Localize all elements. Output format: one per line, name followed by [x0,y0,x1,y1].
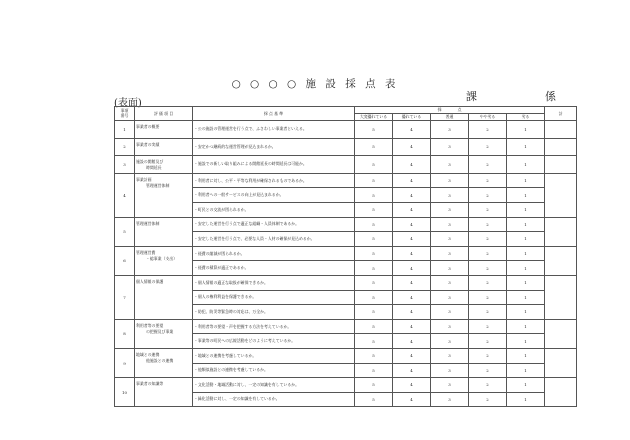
total-cell[interactable] [545,319,577,348]
score-cell[interactable]: 2 [469,261,507,276]
score-cell[interactable]: 4 [393,202,431,217]
header-criteria: 採 点 基 準 [193,107,355,121]
score-cell[interactable]: 2 [469,305,507,320]
score-cell[interactable]: 4 [393,217,431,232]
table-row [115,121,577,139]
score-cell[interactable]: 3 [431,202,469,217]
score-cell[interactable]: 3 [431,173,469,188]
score-cell[interactable]: 2 [469,188,507,203]
score-cell[interactable]: 5 [355,202,393,217]
score-cell[interactable]: 2 [469,290,507,305]
score-cell[interactable]: 4 [393,246,431,261]
criterion: ・利用者に対し、公平・平等な利用が確保されるものであるか。 [193,173,355,188]
criterion: ・事業等の町民への広報活動をどのように考えているか。 [193,334,355,349]
score-cell[interactable]: 5 [355,156,393,174]
score-cell[interactable]: 3 [431,305,469,320]
score-cell[interactable]: 1 [507,173,545,188]
score-cell[interactable]: 1 [507,121,545,139]
score-cell[interactable]: 3 [431,121,469,139]
score-cell[interactable]: 3 [431,334,469,349]
criterion: ・個人の権利利益を保護できるか。 [193,290,355,305]
header-no-line2: 番号 [120,112,129,118]
total-cell[interactable] [545,173,577,217]
criterion: ・地域との連携を考慮しているか。 [193,348,355,363]
score-cell[interactable]: 2 [469,363,507,378]
score-cell[interactable]: 1 [507,290,545,305]
item-name-line: 個人情報の保護 [136,278,164,284]
header-score-2: 点 [457,107,462,112]
criterion: ・安定かつ継続的な運営管理が見込まれるか。 [193,138,355,156]
score-cell[interactable]: 5 [355,392,393,407]
score-cell[interactable]: 5 [355,232,393,247]
score-cell[interactable]: 5 [355,290,393,305]
item-name-line: 地域との連携 [136,351,160,357]
score-cell[interactable]: 2 [469,348,507,363]
score-cell[interactable]: 1 [507,378,545,393]
criterion: ・緑化活動に対し、一定の知識を有しているか。 [193,392,355,407]
department-ka: 課 [466,90,477,103]
item-name-line: 管理運営体制 [136,220,160,226]
item-number: 10 [115,378,135,407]
item-name [135,319,193,348]
score-cell[interactable]: 2 [469,121,507,139]
item-name [135,275,193,319]
item-name-line: 管理運営体制 [146,182,170,188]
item-name-line: の把握及び事業 [146,328,174,334]
item-name-line: 時間延長 [146,165,162,171]
score-cell[interactable]: 3 [431,348,469,363]
score-cell[interactable]: 4 [393,305,431,320]
item-name [135,217,193,246]
score-cell[interactable]: 3 [431,275,469,290]
score-cell[interactable]: 5 [355,188,393,203]
table-row [115,246,577,261]
criterion: ・経費の積算が適正であるか。 [193,261,355,276]
header-no-line1: 事項 [120,108,129,113]
score-cell[interactable]: 1 [507,348,545,363]
total-cell[interactable] [545,121,577,139]
header-score-1: 採 [437,107,442,112]
score-cell[interactable]: 3 [431,246,469,261]
table-row [115,348,577,363]
item-name-line: 事業者の実績 [136,141,160,147]
score-cell[interactable]: 3 [431,378,469,393]
score-cell[interactable]: 1 [507,156,545,174]
score-cell[interactable]: 4 [393,121,431,139]
criterion: ・安定した運営を行う点で適正な組織・人員体制であるか。 [193,217,355,232]
item-name [135,156,193,174]
criterion: ・利用者等の要望・声を把握する方法を考えているか。 [193,319,355,334]
criterion: ・個人情報の適正な取扱が確保できるか。 [193,275,355,290]
total-cell[interactable] [545,217,577,246]
score-cell[interactable]: 4 [393,334,431,349]
item-number: 1 [115,121,135,139]
score-cell[interactable]: 5 [355,246,393,261]
total-cell[interactable] [545,246,577,275]
header-no [115,107,135,121]
table-row [115,217,577,232]
score-cell[interactable]: 1 [507,246,545,261]
item-name-line: 事業者の概要 [136,124,160,129]
item-number: 6 [115,246,135,275]
criterion: ・文化活動・地域活動に対し、一定の知識を有しているか。 [193,378,355,393]
score-cell[interactable]: 4 [393,348,431,363]
score-cell[interactable]: 3 [431,188,469,203]
score-cell[interactable]: 5 [355,275,393,290]
score-cell[interactable]: 5 [355,261,393,276]
score-cell[interactable]: 4 [393,319,431,334]
score-cell[interactable]: 1 [507,202,545,217]
score-header: やや劣る [469,114,507,121]
score-cell[interactable]: 3 [431,156,469,174]
criterion: ・経費の縮減が図られるか。 [193,246,355,261]
score-cell[interactable]: 4 [393,188,431,203]
criterion: ・防犯、防災等緊急時の対応は、万全か。 [193,305,355,320]
score-cell[interactable]: 5 [355,348,393,363]
score-cell[interactable]: 3 [431,261,469,276]
header-total: 計 [545,107,577,121]
item-name [135,138,193,156]
item-name-line: 他施設との連携 [146,357,174,363]
score-cell[interactable]: 1 [507,392,545,407]
score-cell[interactable]: 2 [469,138,507,156]
score-cell[interactable]: 3 [431,290,469,305]
criterion: ・町民との交流が図られるか。 [193,202,355,217]
header-score [355,107,545,114]
item-name-line: 施設の開館及び [136,159,164,165]
score-cell[interactable]: 2 [469,232,507,247]
table-row [115,156,577,174]
total-cell[interactable] [545,275,577,319]
score-header: 大変優れている [355,114,393,121]
score-cell[interactable]: 2 [469,217,507,232]
score-cell[interactable]: 1 [507,363,545,378]
score-cell[interactable]: 3 [431,232,469,247]
score-cell[interactable]: 3 [431,363,469,378]
score-cell[interactable]: 5 [355,334,393,349]
score-cell[interactable]: 2 [469,334,507,349]
criterion: ・利用者への一般サービスの向上が見込まれるか。 [193,188,355,203]
item-name-line: 事業者の知識等 [136,381,164,387]
item-name [135,246,193,275]
table-row [115,378,577,393]
score-cell[interactable]: 2 [469,319,507,334]
score-cell[interactable]: 2 [469,156,507,174]
score-cell[interactable]: 4 [393,378,431,393]
table-row [115,319,577,334]
item-number: 4 [115,173,135,217]
criterion: ・安定した運営を行う点で、必要な人員・人材の確保が見込めるか。 [193,232,355,247]
total-cell[interactable] [545,156,577,174]
table-row [115,173,577,188]
score-cell[interactable]: 5 [355,217,393,232]
side-label: (表面) [114,98,142,109]
score-cell[interactable]: 5 [355,378,393,393]
score-cell[interactable]: 3 [431,138,469,156]
score-cell[interactable]: 2 [469,202,507,217]
score-cell[interactable]: 1 [507,305,545,320]
item-name [135,121,193,139]
department-kakari: 係 [545,90,556,103]
page-title: ○ ○ ○ ○ 施 設 採 点 表 [231,78,399,90]
score-cell[interactable]: 1 [507,188,545,203]
total-cell[interactable] [545,378,577,407]
score-cell[interactable]: 2 [469,173,507,188]
header-item: 評 価 項 目 [135,107,193,121]
criterion: ・他類似施設との連携を考慮しているか。 [193,363,355,378]
item-number: 7 [115,275,135,319]
total-cell[interactable] [545,348,577,377]
score-header: 優れている [393,114,431,121]
score-cell[interactable]: 2 [469,392,507,407]
score-cell[interactable]: 1 [507,217,545,232]
item-name-line: 管理運営費 [136,249,156,255]
item-number: 5 [115,217,135,246]
item-name [135,348,193,377]
score-cell[interactable]: 5 [355,173,393,188]
score-cell[interactable]: 5 [355,319,393,334]
score-cell[interactable]: 1 [507,334,545,349]
item-name [135,173,193,217]
score-cell[interactable]: 1 [507,319,545,334]
score-cell[interactable]: 5 [355,121,393,139]
score-cell[interactable]: 4 [393,173,431,188]
score-cell[interactable]: 3 [431,319,469,334]
score-cell[interactable]: 5 [355,305,393,320]
score-cell[interactable]: 4 [393,363,431,378]
score-cell[interactable]: 3 [431,217,469,232]
score-cell[interactable]: 5 [355,363,393,378]
score-cell[interactable]: 4 [393,290,431,305]
item-name-line: ・総事業（支出） [146,255,178,261]
table-row [115,138,577,156]
score-cell[interactable]: 1 [507,138,545,156]
item-number: 2 [115,138,135,156]
score-cell[interactable]: 2 [469,246,507,261]
item-name-line: 利用者等の要望 [136,322,164,328]
scoring-table [114,106,577,407]
score-cell[interactable]: 3 [431,392,469,407]
score-header: 劣る [507,114,545,121]
total-cell[interactable] [545,138,577,156]
score-cell[interactable]: 2 [469,275,507,290]
score-cell[interactable]: 1 [507,275,545,290]
score-cell[interactable]: 1 [507,261,545,276]
score-cell[interactable]: 1 [507,232,545,247]
item-number: 8 [115,319,135,348]
score-cell[interactable]: 4 [393,261,431,276]
score-cell[interactable]: 2 [469,378,507,393]
score-cell[interactable]: 4 [393,156,431,174]
department-label [466,88,556,104]
item-number: 3 [115,156,135,174]
item-name [135,378,193,407]
item-name-line: 事業計画 [136,176,152,182]
score-cell[interactable]: 4 [393,232,431,247]
criterion: ・公の施設の管理運営を行う点で、ふさわしい事業者といえる。 [193,121,355,139]
score-cell[interactable]: 4 [393,392,431,407]
score-cell[interactable]: 4 [393,275,431,290]
item-number: 9 [115,348,135,377]
table-row [115,275,577,290]
criterion: ・施設での新しい取り組みによる開館延長の時間延長は可能か。 [193,156,355,174]
score-cell[interactable]: 5 [355,138,393,156]
score-cell[interactable]: 4 [393,138,431,156]
score-header: 普通 [431,114,469,121]
